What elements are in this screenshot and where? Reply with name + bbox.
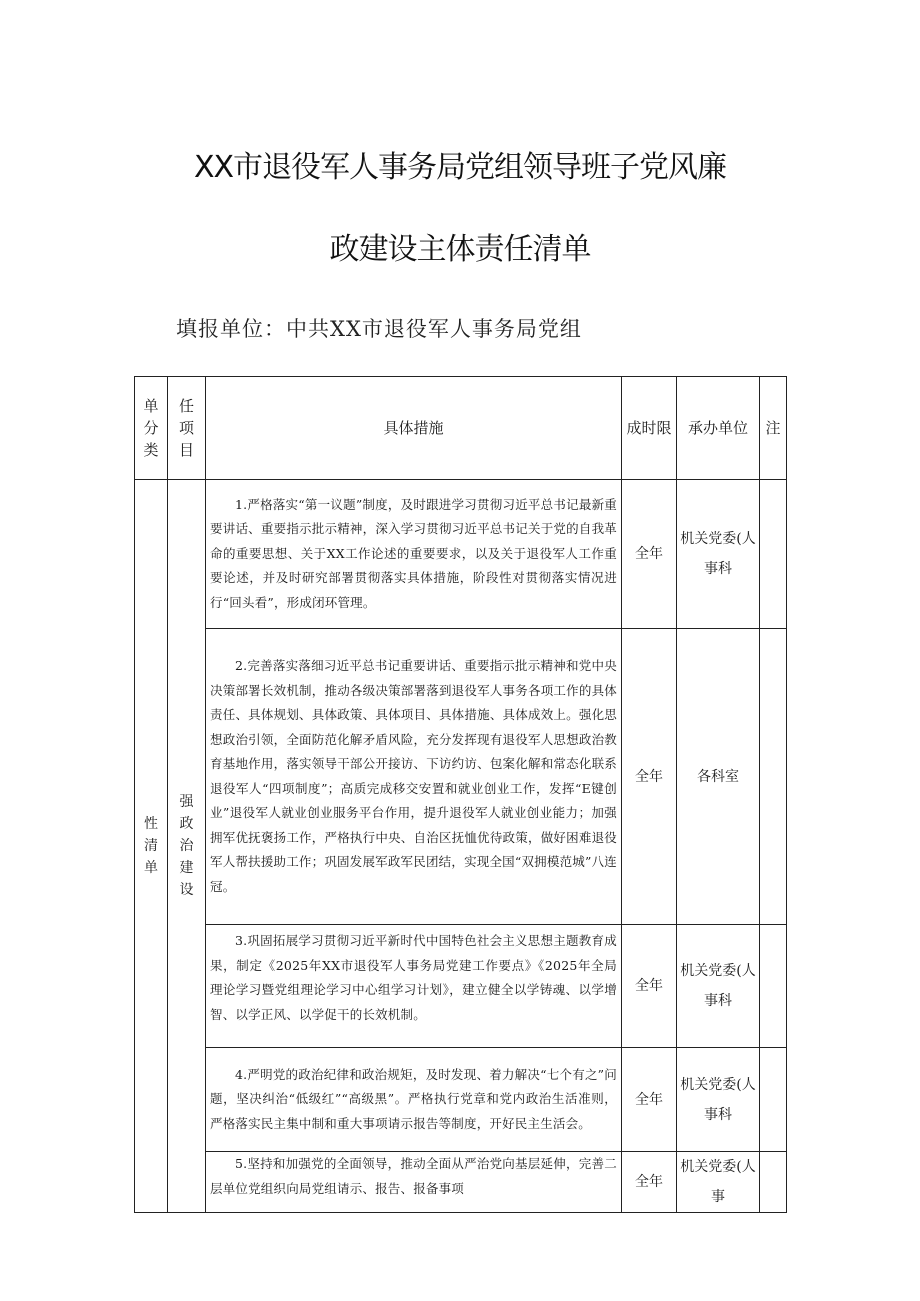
table-row [135,1152,787,1213]
document-title-line-2: 政建设主体责任清单 [329,232,591,267]
deadline-cell: 全年 [622,480,677,629]
measure-cell: 2.完善落实落细习近平总书记重要讲话、重要指示批示精神和党中央决策部署长效机制，推动各级决策部署落到退役军人事务各项工作的具体责任、具体规划、具体政策、具体项目、具体措施、具体成效上。强化思想政治引领，全面防范化解矛盾风险，充分发挥现有退役军人思想政治教育基地作用，落实领导干部公开接访、下访约访、包案化解和常态化联系退役军人“四项制度”；高质完成移交安置和就业创业工作，发挥“E键创业”退役军人就业创业服务平台作用，提升退役军人就业创业能力；加强拥军优抚褒扬工作，严格执行中央、自治区抚恤优待政策，做好困难退役军人帮扶援助工作；巩固发展军政军民团结，实现全国“双拥模范城”八连冠。 [206,629,622,925]
header-deadline: 成时限 [622,377,677,480]
measure-cell: 3.巩固拓展学习贯彻习近平新时代中国特色社会主义思想主题教育成果，制定《2025年XX市退役军人事务局党建工作要点》《2025年全局理论学习暨党组理论学习中心组学习计划》，建立健全以学铸魂、以学增智、以学正风、以学促干的长效机制。 [206,925,622,1048]
deadline-cell: 全年 [622,1048,677,1152]
header-dept: 承办单位 [677,377,760,480]
category-cell: 性清单 [135,480,168,1213]
header-category: 单分类 [135,377,168,480]
dept-cell: 机关党委(人事科 [677,925,760,1048]
filing-unit: 填报单位：中共XX市退役军人事务局党组 [176,317,582,341]
note-cell [760,1048,787,1152]
deadline-cell: 全年 [622,1152,677,1213]
dept-cell: 机关党委(人事科 [677,480,760,629]
note-cell [760,480,787,629]
header-measures: 具体措施 [206,377,622,480]
deadline-cell: 全年 [622,629,677,925]
dept-cell: 各科室 [677,629,760,925]
dept-cell: 机关党委(人事科 [677,1048,760,1152]
header-note: 注 [760,377,787,480]
note-cell [760,629,787,925]
task-cell: 强政治建设 [168,480,206,1213]
deadline-cell: 全年 [622,925,677,1048]
header-task: 任项目 [168,377,206,480]
table-row [135,480,787,629]
responsibility-table [134,376,787,1213]
table-row [135,1048,787,1152]
table-row [135,629,787,925]
measure-cell: 4.严明党的政治纪律和政治规矩，及时发现、着力解决“七个有之”问题，坚决纠治“低级红”“高级黑”。严格执行党章和党内政治生活准则，严格落实民主集中制和重大事项请示报告等制度，开好民主生活会。 [206,1048,622,1152]
measure-cell: 5.坚持和加强党的全面领导，推动全面从严治党向基层延伸，完善二层单位党组织向局党组请示、报告、报备事项 [206,1152,622,1213]
table-row [135,925,787,1048]
measure-cell: 1.严格落实“第一议题”制度，及时跟进学习贯彻习近平总书记最新重要讲话、重要指示批示精神，深入学习贯彻习近平总书记关于党的自我革命的重要思想、关于XX工作论述的重要要求，以及关于退役军人工作重要论述，并及时研究部署贯彻落实具体措施，阶段性对贯彻落实情况进行“回头看”，形成闭环管理。 [206,480,622,629]
table-header-row [135,377,787,480]
dept-cell: 机关党委(人事 [677,1152,760,1213]
note-cell [760,1152,787,1213]
note-cell [760,925,787,1048]
document-title-line-1: XX市退役军人事务局党组领导班子党风廉 [193,150,727,185]
